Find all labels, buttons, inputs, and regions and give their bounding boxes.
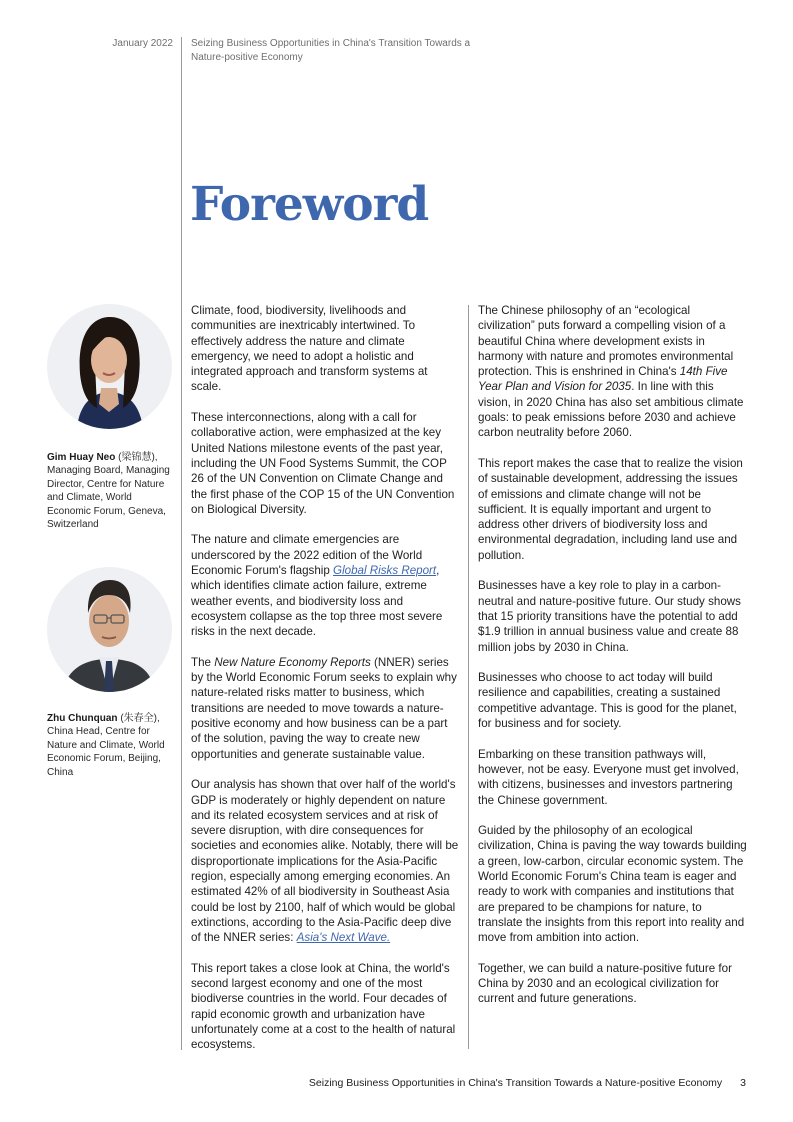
portrait-zhu-chunquan: [47, 567, 172, 692]
paragraph: [191, 777, 459, 945]
paragraph: This report takes a close look at China, the world's second largest economy and one of the most biodiverse countries in the world. Four decades of rapid economic growth and urbanization have unfortunately come at a cost to the health of natural ecosystems.: [191, 961, 456, 1052]
person-title: Managing Board, Managing Director, Centre for Nature and Climate, World Economic Forum, Geneva, Switzerland: [47, 465, 170, 531]
paragraph: [478, 303, 748, 441]
text-column-right: [478, 303, 748, 1022]
footer-title: Seizing Business Opportunities in China's Transition Towards a Nature-positive Economy: [308, 1077, 723, 1089]
header-title: Seizing Business Opportunities in China's Transition Towards a Nature-positive Economy: [191, 38, 471, 63]
paragraph-text: , which identifies climate action failure, extreme weather events, and biodiversity loss and ecosystem collapse as the top three most severe risks in the next decade.: [191, 564, 443, 639]
paragraph: Embarking on these transition pathways will, however, not be easy. Everyone must get involved, with citizens, businesses and investors partnering the Chinese government.: [478, 747, 739, 807]
paragraph: These interconnections, along with a call for collaborative action, were emphasized at the key United Nations milestone events of the past year, including the UN Food Systems Summit, the COP 26 of the UN Convention on Climate Change and the first phase of the COP 15 of the UN Convention on Biological Diversity.: [191, 411, 455, 516]
paragraph-text: The: [191, 655, 215, 669]
left-divider: [181, 37, 182, 1050]
person-name: Gim Huay Neo: [47, 452, 116, 463]
paragraph-text: (NNER) series by the World Economic Forum seeks to explain why nature-related risks matter to business, which transitions are needed to move towards a nature-positive economy and how business can be a part of the solution, paving the way to create new opportunities and generate sustainable value.: [191, 655, 457, 761]
page-number: 3: [740, 1077, 746, 1089]
person-chinese-name: (梁锦慧),: [115, 452, 158, 463]
text-column-left: [191, 303, 459, 1068]
caption-zhu-chunquan: [47, 712, 172, 779]
paragraph: Guided by the philosophy of an ecological civilization, China is paving the way towards building a green, low-carbon, circular economic system. The World Economic Forum's China team is eager and ready to work with companies and institutions that are prepared to be champions for nature, to translate the insights from this report into reality and move from ambition into action.: [478, 824, 747, 945]
paragraph: Together, we can build a nature-positive future for China by 2030 and an ecological civilization for current and future generations.: [478, 961, 732, 1006]
asias-next-wave-link[interactable]: Asia's Next Wave.: [296, 931, 391, 945]
paragraph: Businesses have a key role to play in a carbon-neutral and nature-positive future. Our study shows that 15 priority transitions have the potential to add $1.9 trillion in annual business value and create 88 million jobs by 2030 in China.: [478, 579, 741, 654]
page-heading: Foreword: [190, 177, 429, 232]
paragraph-text: Our analysis has shown that over half of the world's GDP is moderately or highly dependent on nature and its related ecosystem services and at risk of severe disruption, with dire consequences for societies and economies alike. Notably, there will be disproportionate implications for the Asia-Pacific region, especially among emerging economies. An estimated 42% of all biodiversity in Southeast Asia could be lost by 2100, half of which would be global extinctions, according to the Asia-Pacific deep dive of the NNER series:: [191, 778, 459, 945]
global-risks-report-link[interactable]: Global Risks Report: [333, 564, 437, 578]
paragraph: This report makes the case that to realize the vision of sustainable development, addressing the issues of emissions and climate change will not be sufficient. It is equally important and urgent to address other drivers of biodiversity loss and environmental degradation, including land use and pollution.: [478, 456, 743, 562]
plan-title: 14th Five Year Plan and Vision for 2035: [478, 365, 728, 394]
paragraph: [191, 655, 459, 762]
header-date: January 2022: [112, 38, 173, 49]
paragraph: Climate, food, biodiversity, livelihoods and communities are inextricably intertwined. To effectively address the nature and climate emergency, we need to adopt a holistic and integrated approach and transform systems at scale.: [191, 304, 428, 394]
paragraph-text: . In line with this vision, in 2020 China has also set ambitious climate goals: to peak emissions before 2030 and achieve carbon neutrality before 2060.: [478, 380, 744, 440]
paragraph: Businesses who choose to act today will build resilience and capabilities, creating a sustained competitive advantage. This is good for the planet, for business and for society.: [478, 671, 737, 731]
paragraph-text: The Chinese philosophy of an “ecological civilization” puts forward a compelling vision of a beautiful China where development exists in harmony with nature and promotes environmental protection. This is enshrined in China's: [478, 304, 734, 379]
report-title: New Nature Economy Reports: [214, 655, 371, 669]
caption-gim-huay-neo: [47, 451, 172, 531]
paragraph-text: The nature and climate emergencies are underscored by the 2022 edition of the World Economic Forum's flagship: [191, 533, 423, 578]
page-footer: [309, 1077, 746, 1089]
person-chinese-name: (朱春全),: [117, 713, 160, 724]
person-title: China Head, Centre for Nature and Climate, World Economic Forum, Beijing, China: [47, 726, 165, 778]
person-name: Zhu Chunquan: [47, 713, 118, 724]
portrait-gim-huay-neo: [47, 304, 172, 429]
paragraph: [191, 532, 459, 639]
column-divider: [468, 305, 469, 1049]
